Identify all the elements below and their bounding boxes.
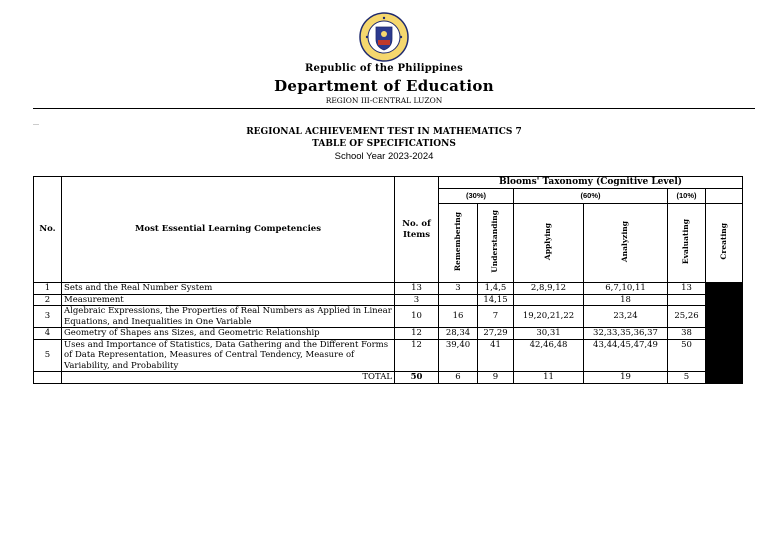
row-understanding: 1,4,5 bbox=[478, 283, 514, 295]
row-competency: Measurement bbox=[62, 294, 395, 306]
document-title: REGIONAL ACHIEVEMENT TEST IN MATHEMATICS 7 bbox=[246, 127, 522, 137]
row-analyzing: 18 bbox=[584, 294, 668, 306]
total-applying: 11 bbox=[514, 372, 584, 384]
table-row bbox=[34, 283, 743, 295]
table-of-specifications bbox=[33, 176, 743, 384]
header-evaluating: Evaluating bbox=[668, 204, 706, 283]
deped-seal-logo bbox=[359, 12, 409, 62]
row-no: 3 bbox=[34, 306, 62, 328]
header-creating: Creating bbox=[706, 204, 743, 283]
total-understanding: 9 bbox=[478, 372, 514, 384]
row-competency: Sets and the Real Number System bbox=[62, 283, 395, 295]
department-header: Department of Education bbox=[274, 77, 494, 95]
header-understanding: Understanding bbox=[478, 204, 514, 283]
row-items: 12 bbox=[395, 339, 439, 372]
row-analyzing: 6,7,10,11 bbox=[584, 283, 668, 295]
row-evaluating: 25,26 bbox=[668, 306, 706, 328]
row-applying bbox=[514, 294, 584, 306]
row-remembering: 3 bbox=[439, 283, 478, 295]
header-analyzing: Analyzing bbox=[584, 204, 668, 283]
total-analyzing: 19 bbox=[584, 372, 668, 384]
row-understanding: 27,29 bbox=[478, 328, 514, 340]
row-items: 12 bbox=[395, 328, 439, 340]
total-evaluating: 5 bbox=[668, 372, 706, 384]
row-items: 3 bbox=[395, 294, 439, 306]
scan-speck bbox=[33, 124, 39, 125]
header-applying: Applying bbox=[514, 204, 584, 283]
school-year: School Year 2023-2024 bbox=[334, 151, 434, 162]
table-row bbox=[34, 328, 743, 340]
row-remembering bbox=[439, 294, 478, 306]
total-label: TOTAL bbox=[62, 372, 395, 384]
total-remembering: 6 bbox=[439, 372, 478, 384]
row-evaluating: 50 bbox=[668, 339, 706, 372]
total-blank bbox=[34, 372, 62, 384]
header-divider bbox=[33, 108, 755, 109]
row-analyzing: 32,33,35,36,37 bbox=[584, 328, 668, 340]
row-no: 5 bbox=[34, 339, 62, 372]
table-row bbox=[34, 294, 743, 306]
table-row bbox=[34, 339, 743, 372]
row-no: 2 bbox=[34, 294, 62, 306]
header-no-of-items: No. of Items bbox=[395, 177, 439, 283]
row-remembering: 16 bbox=[439, 306, 478, 328]
row-analyzing: 43,44,45,47,49 bbox=[584, 339, 668, 372]
header-pct-10: (10%) bbox=[668, 189, 706, 204]
row-items: 13 bbox=[395, 283, 439, 295]
row-no: 1 bbox=[34, 283, 62, 295]
republic-header: Republic of the Philippines bbox=[305, 63, 463, 74]
row-items: 10 bbox=[395, 306, 439, 328]
row-remembering: 28,34 bbox=[439, 328, 478, 340]
header-competencies: Most Essential Learning Competencies bbox=[62, 177, 395, 283]
document-subtitle: TABLE OF SPECIFICATIONS bbox=[312, 139, 456, 149]
row-applying: 30,31 bbox=[514, 328, 584, 340]
header-pct-60: (60%) bbox=[514, 189, 668, 204]
row-remembering: 39,40 bbox=[439, 339, 478, 372]
row-applying: 19,20,21,22 bbox=[514, 306, 584, 328]
row-competency: Geometry of Shapes ans Sizes, and Geometric Relationship bbox=[62, 328, 395, 340]
row-evaluating bbox=[668, 294, 706, 306]
row-analyzing: 23,24 bbox=[584, 306, 668, 328]
row-competency: Uses and Importance of Statistics, Data Gathering and the Different Forms of Data Representation, Measures of Central Tendency, Measure of Variability, and Probability bbox=[62, 339, 395, 372]
row-competency: Algebraic Expressions, the Properties of Real Numbers as Applied in Linear Equations, and Inequalities in One Variable bbox=[62, 306, 395, 328]
row-applying: 2,8,9,12 bbox=[514, 283, 584, 295]
region-header: REGION III-CENTRAL LUZON bbox=[325, 96, 443, 105]
table-row bbox=[34, 306, 743, 328]
row-no: 4 bbox=[34, 328, 62, 340]
header-remembering: Remembering bbox=[439, 204, 478, 283]
header-no: No. bbox=[34, 177, 62, 283]
total-row bbox=[34, 372, 743, 384]
row-evaluating: 38 bbox=[668, 328, 706, 340]
row-understanding: 7 bbox=[478, 306, 514, 328]
row-applying: 42,46,48 bbox=[514, 339, 584, 372]
header-pct-30: (30%) bbox=[439, 189, 514, 204]
total-items: 50 bbox=[395, 372, 439, 384]
header-pct-blank bbox=[706, 189, 743, 204]
row-understanding: 14,15 bbox=[478, 294, 514, 306]
row-understanding: 41 bbox=[478, 339, 514, 372]
creating-shaded-column bbox=[706, 283, 743, 384]
row-evaluating: 13 bbox=[668, 283, 706, 295]
header-blooms-taxonomy: Blooms' Taxonomy (Cognitive Level) bbox=[439, 177, 743, 189]
